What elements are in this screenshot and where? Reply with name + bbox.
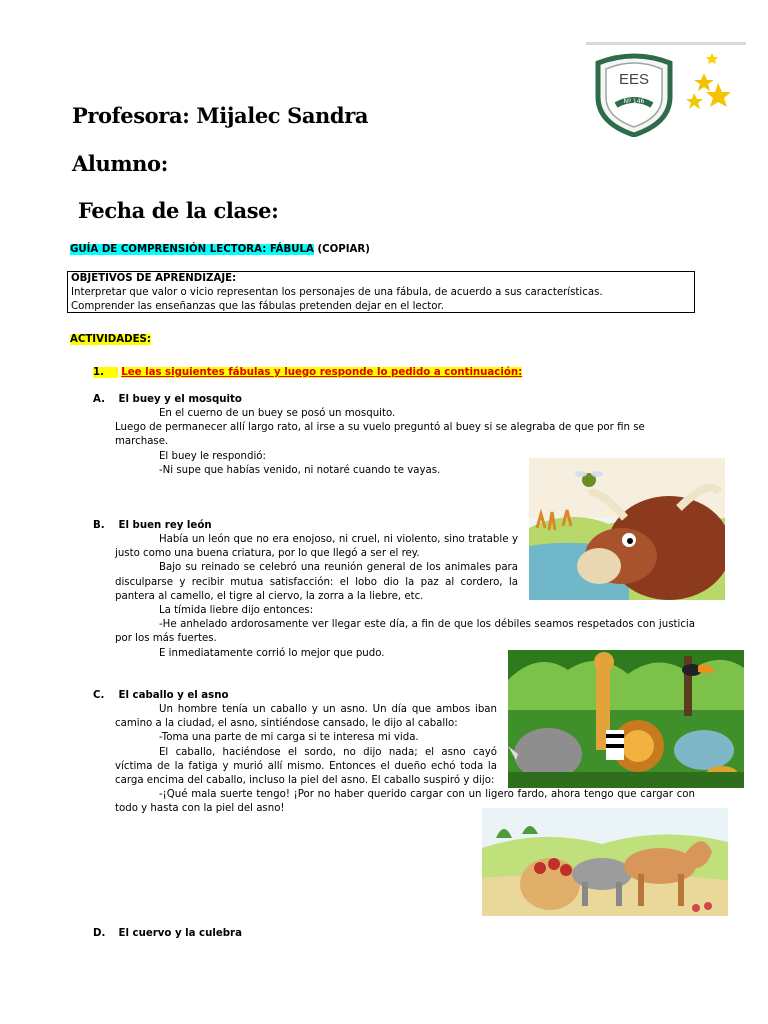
- fable-line: El caballo, haciéndose el sordo, no dijo nada; el asno cayó víctima de la fatiga y murió allí mismo. Entonces el dueño echó toda la carga encima del caballo, incluso la piel del asno. El caballo suspiró y dijo:: [115, 746, 497, 787]
- fable-heading-d: [93, 927, 242, 941]
- activities-heading: ACTIVIDADES:: [70, 334, 151, 345]
- fable-heading-a: [93, 393, 242, 407]
- guide-title: GUÍA DE COMPRENSIÓN LECTORA: FÁBULA: [70, 244, 314, 255]
- fable-line: -Toma una parte de mi carga si te interesa mi vida.: [159, 732, 419, 744]
- fable-title: El cuervo y la culebra: [118, 928, 242, 939]
- fable-title: El buen rey león: [118, 520, 212, 531]
- activity-item-1: [93, 366, 522, 380]
- fable-heading-c: [93, 689, 228, 703]
- fable-title: El caballo y el asno: [118, 690, 229, 701]
- fable-body-c-left: [115, 703, 497, 788]
- fable-line: Un hombre tenía un caballo y un asno. Un día que ambos iban camino a la ciudad, el asno, sintiéndose cansado, le dijo al caballo:: [115, 704, 497, 730]
- fable-letter: A.: [93, 394, 105, 405]
- activities-heading-row: [70, 333, 151, 347]
- fable-line: -Ni supe que habías venido, ni notaré cuando te vayas.: [159, 464, 441, 476]
- fable-line: Luego de permanecer allí largo rato, al irse a su vuelo preguntó al buey si se alegraba de que por fin se marchase.: [115, 422, 645, 448]
- logo-name: EES: [618, 71, 649, 88]
- fable-line: -¡Qué mala suerte tengo! ¡Por no haber querido cargar con un ligero fardo, ahora tengo que cargar con todo y hasta con la piel del asno!: [115, 789, 695, 815]
- guide-note: (COPIAR): [317, 244, 370, 255]
- fable-line: E inmediatamente corrió lo mejor que pudo.: [159, 647, 385, 659]
- fable-line: En el cuerno de un buey se posó un mosquito.: [159, 408, 396, 419]
- fable-line: El buey le respondió:: [159, 450, 266, 462]
- fable-letter: B.: [93, 520, 105, 531]
- activity-number: 1.: [93, 367, 118, 378]
- fable-title: El buey y el mosquito: [118, 394, 242, 405]
- teacher-heading: Profesora: Mijalec Sandra: [72, 103, 369, 128]
- fable-line: Había un león que no era enojoso, ni cruel, ni violento, sino tratable y justo como una buena criatura, por lo que llegó a ser el rey.: [115, 534, 518, 560]
- activity-instruction: Lee las siguientes fábulas y luego responde lo pedido a continuación:: [121, 367, 523, 378]
- fable-body-b-left: [115, 533, 518, 604]
- objective-item: Comprender las enseñanzas que las fábulas pretenden dejar en el lector.: [71, 301, 445, 313]
- fable-heading-b: [93, 519, 212, 533]
- fable-line: La tímida liebre dijo entonces:: [159, 605, 314, 616]
- guide-title-row: [70, 243, 370, 257]
- logo-number: Nº 146: [623, 98, 645, 105]
- jungle-animals-illustration: [508, 650, 744, 788]
- date-heading: Fecha de la clase:: [78, 198, 279, 223]
- fable-line: -He anhelado ardorosamente ver llegar este día, a fin de que los débiles seamos respetados con justicia por los más fuertes.: [115, 619, 695, 645]
- student-heading: Alumno:: [72, 151, 168, 176]
- horse-donkey-illustration: [482, 808, 728, 916]
- fable-letter: D.: [93, 928, 106, 939]
- objectives-box: [67, 271, 695, 313]
- objective-item: Interpretar que valor o vicio representan los personajes de una fábula, de acuerdo a sus características.: [71, 287, 603, 299]
- fable-line: Bajo su reinado se celebró una reunión general de los animales para disculparse y recibir mutua satisfacción: el lobo dio la paz al cordero, la pantera al camello, el tigre al ciervo, la zorra a la liebre, etc.: [115, 562, 518, 602]
- ox-mosquito-illustration: [529, 458, 725, 600]
- objectives-title: OBJETIVOS DE APRENDIZAJE:: [71, 273, 237, 284]
- school-logo: [586, 45, 746, 137]
- fable-letter: C.: [93, 690, 105, 701]
